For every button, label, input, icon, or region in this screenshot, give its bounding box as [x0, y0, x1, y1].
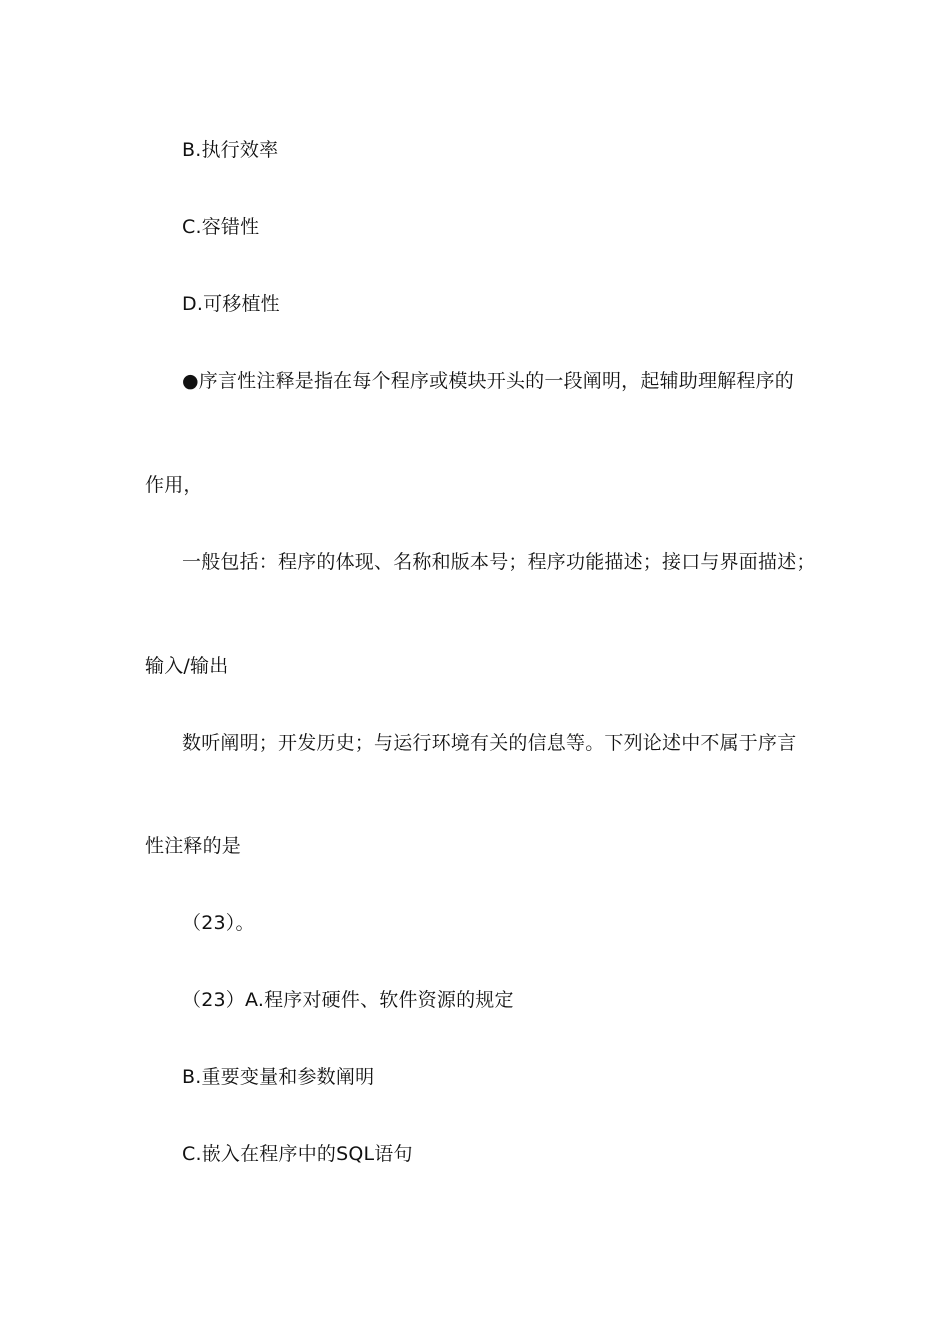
question-paragraph-line-3: 一般包括：程序的体现、名称和版本号；程序功能描述；接口与界面描述； [182, 551, 816, 573]
question-number-23: （23）。 [182, 912, 255, 934]
option-c-embedded-sql: C.嵌入在程序中的SQL语句 [182, 1143, 413, 1165]
option-b-variables-params: B.重要变量和参数阐明 [182, 1066, 375, 1088]
question-paragraph-line-1: ●序言性注释是指在每个程序或模块开头的一段阐明，起辅助理解程序的 [182, 370, 794, 392]
option-c-fault-tolerance: C.容错性 [182, 216, 260, 238]
question-paragraph-line-5: 数听阐明；开发历史；与运行环境有关的信息等。下列论述中不属于序言 [182, 732, 797, 754]
question-paragraph-line-6: 性注释的是 [145, 835, 242, 857]
option-a-resource-rules: （23）A.程序对硬件、软件资源的规定 [182, 989, 514, 1011]
option-b-efficiency: B.执行效率 [182, 139, 279, 161]
question-paragraph-line-4: 输入/输出 [145, 655, 229, 677]
option-d-portability: D.可移植性 [182, 293, 280, 315]
question-paragraph-line-2: 作用， [145, 474, 203, 496]
